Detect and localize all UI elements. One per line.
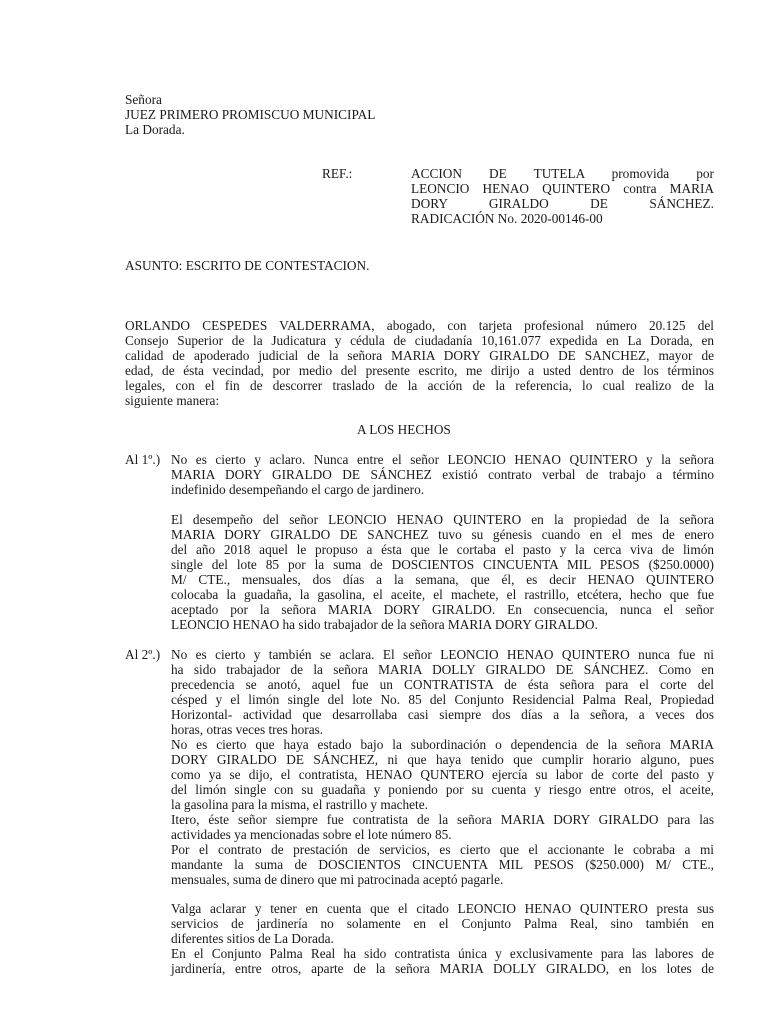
intro-line: legales, con el fin de descorrer traslado de la acción de la referencia, lo cual realizo de la <box>125 378 714 393</box>
fact-line: mensuales, suma de dinero que mi patrocinada aceptó pagarle. <box>171 872 504 887</box>
fact-line: del año 2018 aquel le propuso a ésta que le cortaba el pasto y la cerca viva de limón <box>171 542 714 557</box>
fact-line: Por el contrato de prestación de servicios, es cierto que el accionante le cobraba a mi <box>171 842 714 857</box>
intro-line: Consejo Superior de la Judicatura y cédula de ciudadanía 10,161.077 expedida en La Dorada, en <box>125 333 714 348</box>
fact-line: horas, otras veces tres horas. <box>171 722 324 737</box>
salutation: Señora <box>125 92 162 107</box>
intro-line: edad, de ésta vecindad, por medio del presente escrito, me dirijo a usted dentro de los términos <box>125 363 714 378</box>
fact-line: diferentes sitios de La Dorada. <box>171 931 334 946</box>
subject-line: ASUNTO: ESCRITO DE CONTESTACION. <box>125 258 370 273</box>
fact-line: LEONCIO HENAO ha sido trabajador de la señora MARIA DORY GIRALDO. <box>171 617 598 632</box>
fact-line: actividades ya mencionadas sobre el lote número 85. <box>171 827 452 842</box>
fact-line: indefinido desempeñando el cargo de jardinero. <box>171 482 425 497</box>
fact-line: Valga aclarar y tener en cuenta que el citado LEONCIO HENAO QUINTERO presta sus <box>171 901 714 916</box>
fact-line: servicios de jardinería no solamente en el Conjunto Palma Real, sino también en <box>171 916 714 931</box>
intro-line: ORLANDO CESPEDES VALDERRAMA, abogado, con tarjeta profesional número 20.125 del <box>125 318 714 333</box>
ref-line: RADICACIÓN No. 2020-00146-00 <box>411 211 603 226</box>
fact-line: la gasolina para la misma, el rastrillo y machete. <box>171 797 428 812</box>
intro-line: siguiente manera: <box>125 393 220 408</box>
fact-label-2: Al 2º.) <box>125 647 161 662</box>
fact-line: césped y el limón single del lote No. 85 del Conjunto Residencial Palma Real, Propiedad <box>171 692 714 707</box>
ref-label: REF.: <box>322 166 353 181</box>
section-heading: A LOS HECHOS <box>357 422 451 437</box>
fact-line: MARIA DORY GIRALDO DE SÁNCHEZ existió contrato verbal de trabajo a término <box>171 467 714 482</box>
fact-line: ha sido trabajador de la señora MARIA DOLLY GIRALDO DE SÁNCHEZ. Como en <box>171 662 714 677</box>
fact-line: single del lote 85 por la suma de DOSCIENTOS CINCUENTA MIL PESOS ($250.0000) <box>171 557 714 572</box>
fact-line: M/ CTE., mensuales, dos días a la semana, que él, es decir HENAO QUINTERO <box>171 572 714 587</box>
fact-line: El desempeño del señor LEONCIO HENAO QUINTERO en la propiedad de la señora <box>171 512 714 527</box>
fact-line: No es cierto que haya estado bajo la subordinación o dependencia de la señora MARIA <box>171 737 714 752</box>
ref-line: ACCION DE TUTELA promovida por <box>411 166 714 181</box>
fact-line: No es cierto y también se aclara. El señor LEONCIO HENAO QUINTERO nunca fue ni <box>171 647 714 662</box>
fact-label-1: Al 1º.) <box>125 452 161 467</box>
ref-line: DORY GIRALDO DE SÁNCHEZ. <box>411 196 714 211</box>
ref-line: LEONCIO HENAO QUINTERO contra MARIA <box>411 181 714 196</box>
fact-line: aceptado por la señora MARIA DORY GIRALDO. En consecuencia, nunca el señor <box>171 602 714 617</box>
fact-line: Itero, éste señor siempre fue contratista de la señora MARIA DORY GIRALDO para las <box>171 812 714 827</box>
fact-line: precedencia se anotó, aquel fue un CONTRATISTA de ésta señora para el corte del <box>171 677 714 692</box>
fact-line: jardinería, entre otros, aparte de la señora MARIA DOLLY GIRALDO, en los lotes de <box>171 961 714 976</box>
recipient: JUEZ PRIMERO PROMISCUO MUNICIPAL <box>125 107 376 122</box>
fact-line: En el Conjunto Palma Real ha sido contratista única y exclusivamente para las labores de <box>171 946 714 961</box>
fact-line: DORY GIRALDO DE SÁNCHEZ, ni que haya tenido que cumplir horario alguno, pues <box>171 752 714 767</box>
intro-line: calidad de apoderado judicial de la señora MARIA DORY GIRALDO DE SANCHEZ, mayor de <box>125 348 714 363</box>
location: La Dorada. <box>125 122 185 137</box>
fact-line: No es cierto y aclaro. Nunca entre el señor LEONCIO HENAO QUINTERO y la señora <box>171 452 714 467</box>
ref-block <box>411 166 714 226</box>
fact-line: colocaba la guadaña, la gasolina, el aceite, el machete, el rastrillo, etcétera, hecho que fue <box>171 587 714 602</box>
fact-line: mandante la suma de DOSCIENTOS CINCUENTA MIL PESOS ($250.000) M/ CTE., <box>171 857 714 872</box>
fact-line: del limón single con su guadaña y poniendo por su cuenta y riesgo entre otros, el aceite, <box>171 782 714 797</box>
fact-line: como ya se dijo, el contratista, HENAO QUNTERO ejercía su labor de corte del pasto y <box>171 767 714 782</box>
fact-line: MARIA DORY GIRALDO DE SANCHEZ tuvo su génesis cuando en el mes de enero <box>171 527 714 542</box>
fact-line: Horizontal- actividad que desarrollaba casi siempre dos días a la señora, a veces dos <box>171 707 714 722</box>
